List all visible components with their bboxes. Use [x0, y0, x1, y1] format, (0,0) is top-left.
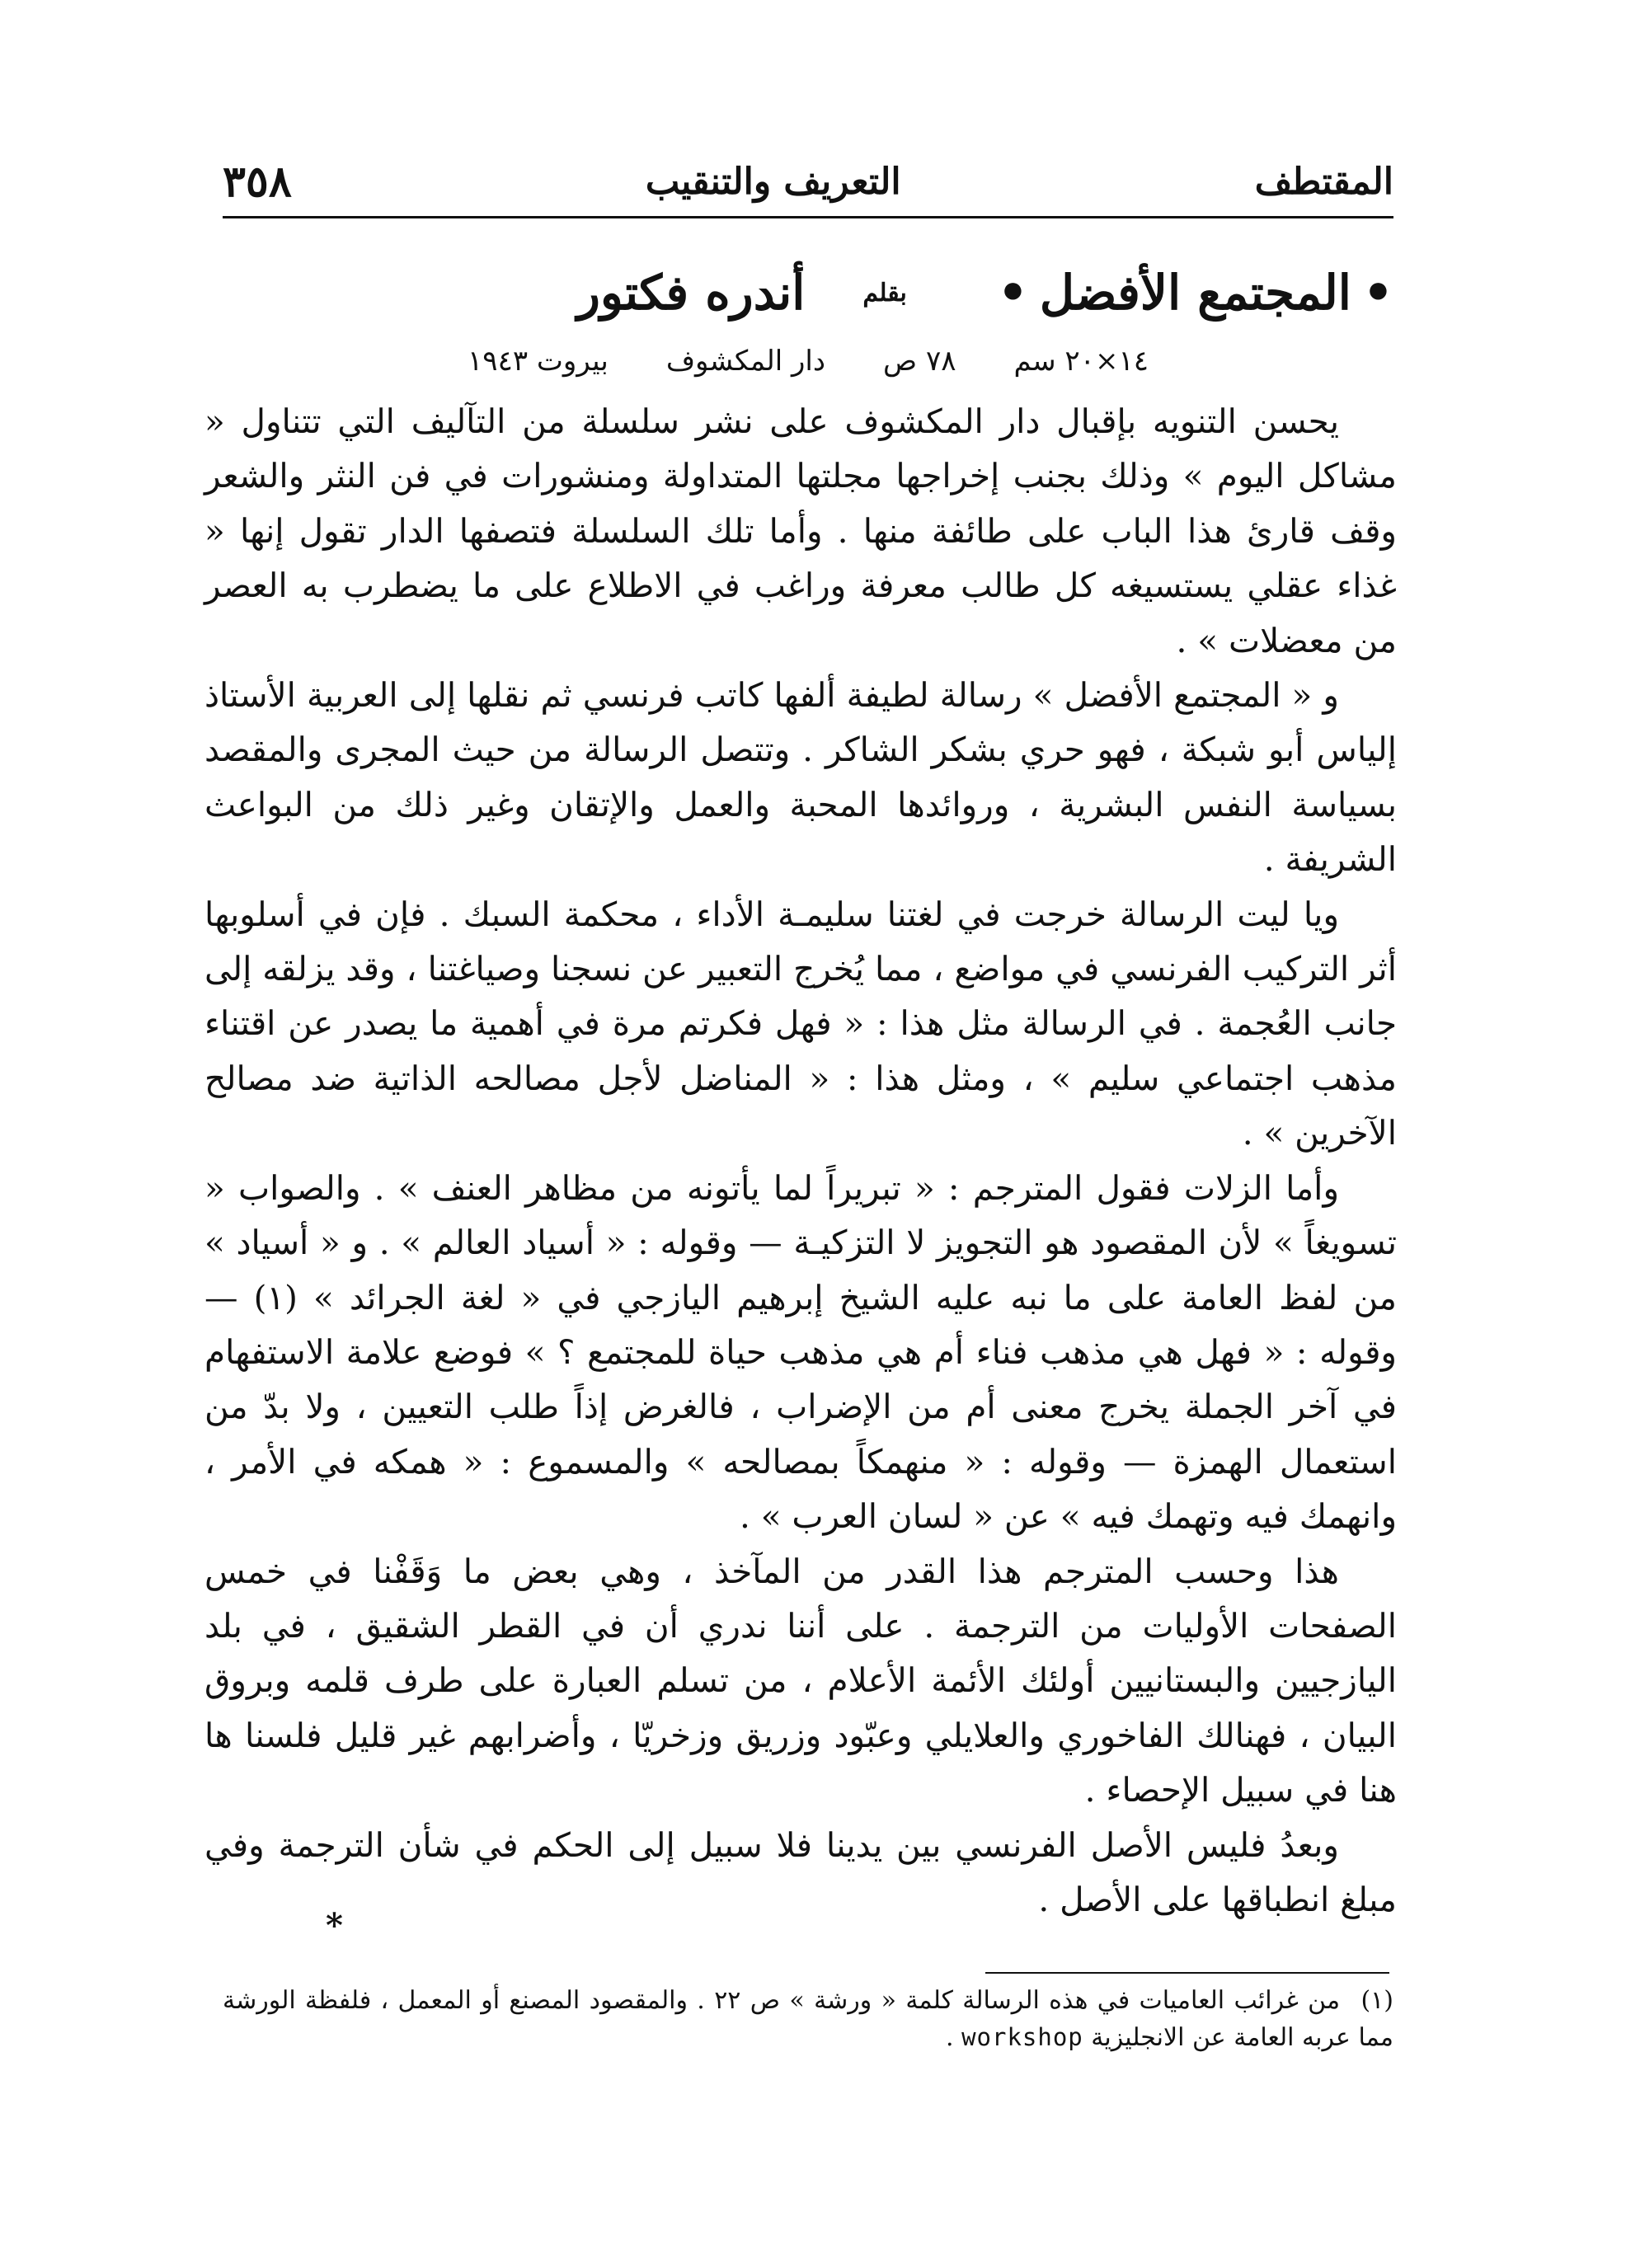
- bibliographic-line: [223, 336, 1393, 386]
- paragraph: يحسن التنويه بإقبال دار المكشوف على نشر سلسلة من التآليف التي تتناول « مشاكل اليوم » وذلك بجنب إخراجها مجلتها المتداولة ومنشورات في فن النثر والشعر وقف قارئ هذا الباب على طائفة منها . وأما تلك السلسلة فتصفها الدار تقول إنها « غذاء عقلي يستسيغه كل طالب معرفة وراغب في الاطلاع على ما يضطرب به العصر من معضلات » .: [204, 401, 1397, 660]
- footnote-rule: [985, 1972, 1389, 1974]
- review-body: [204, 394, 1397, 1927]
- paragraph: ويا ليت الرسالة خرجت في لغتنا سليمـة الأداء ، محكمة السبك . فإن في أسلوبها أثر التركيب الفرنسي في مواضع ، مما يُخرج التعبير عن نسجنا وصياغتنا ، وقد يزلقه إلى جانب العُجمة . في الرسالة مثل هذا : « فهل فكرتم مرة في أهمية ما يصدر عن اقتناء مذهب اجتماعي سليم » ، ومثل هذا : « المناضل لأجل مصالحه الذاتية ضد مصالح الآخرين » .: [204, 894, 1397, 1153]
- header-rule: [223, 216, 1393, 218]
- footnote-end: .: [945, 2023, 954, 2052]
- paragraph: و « المجتمع الأفضل » رسالة لطيفة ألفها كاتب فرنسي ثم نقلها إلى العربية الأستاذ إلياس أبو شبكة ، فهو حري بشكر الشاكر . وتتصل الرسالة من حيث المجرى والمقصد بسياسة النفس البشرية ، وروائدها المحبة والعمل والإتقان وغير ذلك من البواعث الشريفة .: [204, 675, 1397, 880]
- book-pages: ٧٨ ص: [883, 345, 956, 378]
- section-separator-star: *: [326, 1906, 343, 1945]
- book-publisher: دار المكشوف: [665, 345, 826, 378]
- section-title: التعريف والتنقيب: [645, 160, 901, 203]
- running-head: [223, 148, 1393, 214]
- magazine-name: المقتطف: [1254, 160, 1393, 203]
- paragraph: وأما الزلات فقول المترجم : « تبريراً لما يأتونه من مظاهر العنف » . والصواب « تسويغاً » لأن المقصود هو التجويز لا التزكيـة — وقوله : « أسياد العالم » . و « أسياد » من لفظ العامة على ما نبه عليه الشيخ إبرهيم اليازجي في « لغة الجرائد » (١) — وقوله : « فهل هي مذهب فناء أم هي مذهب حياة للمجتمع ؟ » فوضع علامة الاستفهام في آخر الجملة يخرج معنى أم من الإضراب ، فالغرض إذاً طلب التعيين ، ولا بدّ من استعمال الهمزة — وقوله : « منهمكاً بمصالحه » والمسموع : « همكه في الأمر ، وانهمك فيه وتهمك فيه » عن « لسان العرب » .: [204, 1167, 1397, 1537]
- book-size: ١٤×٢٠ سم: [1013, 345, 1149, 378]
- footnote-text: من غرائب العاميات في هذه الرسالة كلمة « ورشة » ص ٢٢ . والمقصود المصنع أو المعمل ، فلفظة الورشة مما عربه العامة عن الانجليزية: [223, 1986, 1393, 2052]
- page-number: ٣٥٨: [223, 156, 292, 207]
- book-bullet-left: •: [1362, 265, 1393, 321]
- paragraph: وبعدُ فليس الأصل الفرنسي بين يدينا فلا سبيل إلى الحكم في شأن الترجمة وفي مبلغ انطباقها على الأصل .: [204, 1824, 1397, 1919]
- book-place-year: بيروت ١٩٤٣: [468, 345, 609, 378]
- book-author: أندره فكتور: [576, 265, 806, 321]
- footnote: [223, 1983, 1393, 2056]
- paragraph: هذا وحسب المترجم هذا القدر من المآخذ ، وهي بعض ما وَقَفْنا في خمس الصفحات الأوليات من الترجمة . على أننا ندري أن في القطر الشقيق ، في بلد اليازجيين والبستانيين أولئك الأئمة الأعلام ، من تسلم العبارة على طرف قلمه وبروق البيان ، فهنالك الفاخوري والعلايلي وعبّود وزريق وزخريّا ، وأضرابهم غير قليل فلسنا ها هنا في سبيل الإحصاء .: [204, 1551, 1397, 1810]
- book-bullet-right: •: [997, 265, 1028, 321]
- by-label: بقلم: [862, 278, 907, 308]
- book-title: المجتمع الأفضل: [1039, 265, 1351, 321]
- footnote-english-word: workshop: [961, 2023, 1083, 2051]
- footnote-mark: (١): [1360, 1986, 1393, 2015]
- book-title-line: [223, 256, 1393, 330]
